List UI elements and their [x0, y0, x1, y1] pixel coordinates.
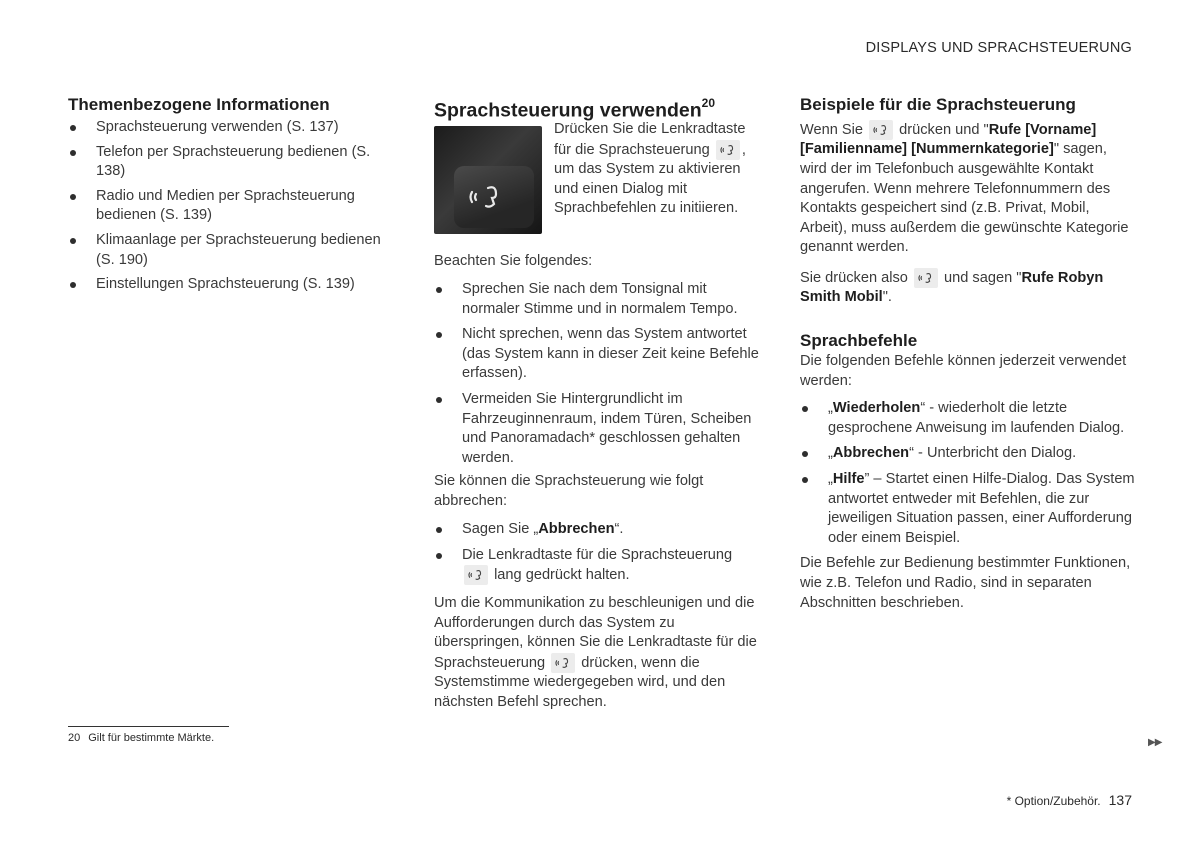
- related-info-heading: Themenbezogene Informationen: [68, 95, 330, 114]
- related-link[interactable]: Sprachsteuerung verwenden (S. 137): [68, 118, 398, 138]
- cancel-intro: Sie können die Sprachsteuerung wie folgt abbrechen:: [434, 473, 704, 509]
- footnote-divider: [68, 726, 229, 727]
- note-item: Vermeiden Sie Hintergrundlicht im Fahrzeuginnenraum, indem Türen, Scheiben und Panoramadach* geschlossen gehalten werden.: [434, 390, 764, 468]
- speedup-text: Um die Kommunikation zu beschleunigen und die Aufforderungen durch das System zu überspringen, können Sie die Lenkradtaste für die Sprachsteuerung drücken, wenn die Systemstimme wiedergegeben wird, und den nächsten Befehl sprechen.: [434, 595, 757, 710]
- next-page-arrows-icon[interactable]: ▶▶: [1148, 737, 1162, 748]
- examples-heading: Beispiele für die Sprachsteuerung: [800, 95, 1076, 114]
- example-1: Wenn Sie drücken und "Rufe [Vorname] [Familienname] [Nummernkategorie]" sagen, wird der im Telefonbuch ausgewählte Kontakt angerufen. Wenn mehrere Telefonnummern des Kontakts gespeichert sind (z.B. Privat, Mobil, Arbeit), muss außerdem die gewünschte Kategorie genannt werden.: [800, 121, 1129, 256]
- voice-control-icon: [551, 653, 575, 673]
- option-note: * Option/Zubehör.: [1006, 794, 1101, 808]
- voice-control-icon: [869, 120, 893, 140]
- related-link[interactable]: Radio und Medien per Sprachsteuerung bedienen (S. 139): [68, 187, 398, 226]
- command-item: „Hilfe” – Startet einen Hilfe-Dialog. Das System antwortet entweder mit Befehlen, die zur jeweiligen Situation passen, einer Aufforderung oder einem Beispiel.: [800, 470, 1135, 548]
- closing-text: Die Befehle zur Bedienung bestimmter Funktionen, wie z.B. Telefon und Radio, sind in separaten Abschnitten beschrieben.: [800, 555, 1131, 611]
- page-footer: [1007, 792, 1132, 808]
- voice-control-icon: [464, 182, 508, 212]
- examples-section: [800, 94, 1135, 613]
- voice-control-icon: [914, 268, 938, 288]
- voice-control-section: [434, 94, 770, 714]
- related-link[interactable]: Klimaanlage per Sprachsteuerung bedienen (S. 190): [68, 231, 398, 270]
- commands-intro: Die folgenden Befehle können jederzeit verwendet werden:: [800, 353, 1127, 389]
- note-item: Nicht sprechen, wenn das System antwortet (das System kann in dieser Zeit keine Befehle erfassen).: [434, 325, 764, 384]
- cancel-item: Die Lenkradtaste für die Sprachsteuerung lang gedrückt halten.: [434, 546, 764, 586]
- voice-control-icon: [716, 140, 740, 160]
- related-info-list: [68, 118, 398, 295]
- commands-heading: Sprachbefehle: [800, 331, 918, 351]
- cancel-list: [434, 520, 764, 586]
- note-heading: Beachten Sie folgendes:: [434, 253, 593, 269]
- footnote-ref[interactable]: 20: [701, 96, 716, 110]
- example-2: Sie drücken also und sagen "Rufe Robyn Smith Mobil".: [800, 269, 1104, 306]
- related-link[interactable]: Einstellungen Sprachsteuerung (S. 139): [68, 275, 398, 295]
- section-title: Sprachsteuerung verwenden$^{20}$: [434, 96, 716, 122]
- intro-text: Drücken Sie die Lenkradtaste für die Sprachsteuerung , um das System zu aktivieren und einen Dialog mit Sprachbefehlen zu initiieren.: [554, 121, 746, 217]
- steering-wheel-button-photo: [434, 126, 542, 234]
- note-item: Sprechen Sie nach dem Tonsignal mit normaler Stimme und in normalem Tempo.: [434, 280, 764, 319]
- note-list: [434, 280, 764, 468]
- command-item: „Abbrechen“ - Unterbricht den Dialog.: [800, 444, 1135, 464]
- page-header: DISPLAYS UND SPRACHSTEUERUNG: [865, 40, 1132, 56]
- cancel-item: Sagen Sie „Abbrechen“.: [434, 520, 764, 540]
- page-number: 137: [1108, 792, 1132, 808]
- related-link[interactable]: Telefon per Sprachsteuerung bedienen (S. 138): [68, 143, 398, 182]
- footnote: 20 Gilt für bestimmte Märkte.: [68, 732, 215, 744]
- voice-control-icon: [464, 565, 488, 585]
- related-info-section: [68, 94, 398, 295]
- command-item: „Wiederholen“ - wiederholt die letzte gesprochene Anweisung im laufenden Dialog.: [800, 399, 1135, 438]
- commands-list: [800, 399, 1135, 548]
